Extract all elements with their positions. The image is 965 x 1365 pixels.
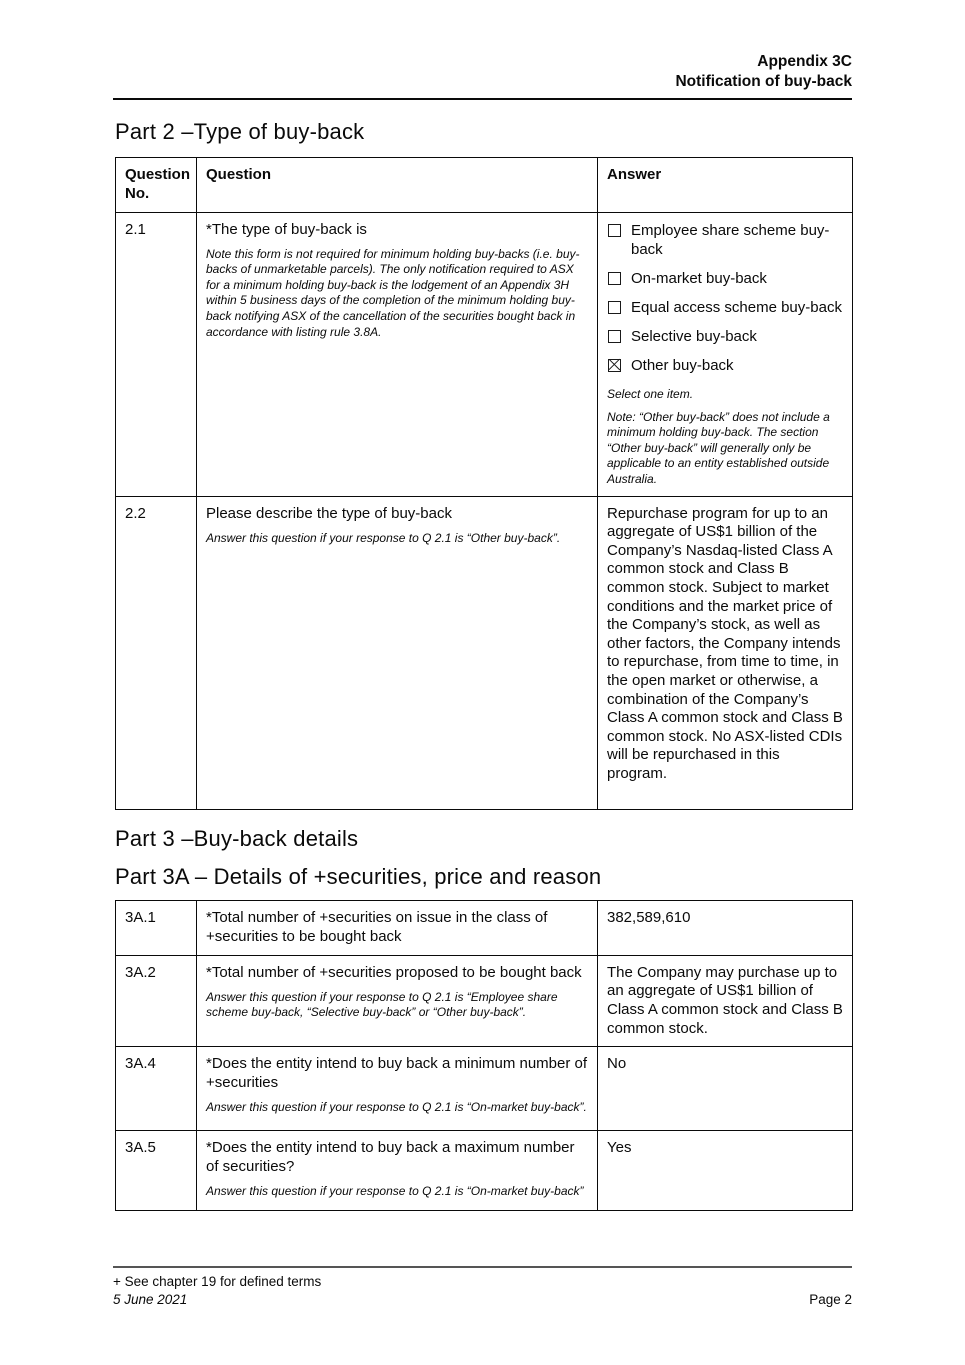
col-header-answer: Answer: [598, 158, 853, 213]
question-number-cell: 3A.1: [116, 901, 197, 956]
question-title: *Does the entity intend to buy back a maximum number of securities?: [206, 1139, 575, 1176]
page-header: [113, 52, 852, 100]
answer-text: Yes: [607, 1139, 632, 1157]
table-row-3a-5: [116, 1131, 853, 1211]
table-row-2-1: [116, 212, 853, 496]
answer-cell: [598, 955, 853, 1046]
part3-heading: Part 3 –Buy-back details: [115, 826, 359, 851]
question-note: Answer this question if your response to Q 2.1 is “On-market buy-back”.: [206, 1099, 587, 1114]
col-header-question: Question: [197, 158, 598, 213]
checkbox-label: Equal access scheme buy-back: [631, 298, 842, 316]
question-number-cell: 3A.2: [116, 955, 197, 1046]
page-footer: [113, 1266, 852, 1308]
footer-date: 5 June 2021: [113, 1291, 188, 1307]
defined-terms-note: + See chapter 19 for defined terms: [113, 1274, 322, 1289]
part2-heading: Part 2 –Type of buy-back: [115, 119, 365, 144]
option-other: [607, 356, 843, 375]
header-title-line1: Appendix 3C: [757, 53, 852, 70]
checkbox-label: On-market buy-back: [631, 269, 767, 287]
col-header-question-no: Question No.: [116, 158, 197, 213]
question-cell: [197, 955, 598, 1046]
answer-text: No: [607, 1055, 627, 1073]
part3a-heading: Part 3A – Details of +securities, price and reason: [115, 864, 602, 889]
checkbox-other[interactable]: [608, 359, 621, 372]
header-title-line2: Notification of buy-back: [675, 72, 852, 90]
question-cell: [197, 901, 598, 956]
table-header-row: [116, 158, 853, 213]
checkbox-on-market[interactable]: [608, 272, 621, 285]
option-selective: [607, 327, 843, 346]
answer-cell: [598, 901, 853, 956]
answer-text: Repurchase program for up to an aggregate of US$1 billion of the Company’s Nasdaq-listed Class A common stock and Class B common stock. Subject to market conditions and the market price of the Company’s stock, as well as other factors, the Company intends to repurchase, from time to time, in the open market or otherwise, a combination of the Company’s Class A common stock and Class B common stock. No ASX-listed CDIs will be repurchased in this program.: [607, 504, 843, 782]
table-row-2-2: [116, 496, 853, 809]
select-one-item-note: Select one item.: [607, 387, 694, 402]
question-number-cell: 2.1: [116, 212, 197, 496]
part3a-question-table: [115, 900, 853, 1211]
option-employee-share-scheme: [607, 221, 843, 259]
table-row-3a-1: [116, 901, 853, 956]
question-number-cell: 2.2: [116, 496, 197, 809]
checkbox-equal-access-scheme[interactable]: [608, 301, 621, 314]
checkbox-selective[interactable]: [608, 330, 621, 343]
question-title: *Does the entity intend to buy back a minimum number of +securities: [206, 1055, 588, 1092]
page-number: Page 2: [809, 1291, 852, 1307]
checkbox-label: Other buy-back: [631, 357, 734, 375]
question-title: Please describe the type of buy-back: [206, 504, 452, 522]
question-cell: [197, 1131, 598, 1211]
option-equal-access-scheme: [607, 298, 843, 317]
question-note: Answer this question if your response to Q 2.1 is “Employee share scheme buy-back, “Selective buy-back” or “Other buy-back”.: [206, 989, 558, 1020]
question-number-cell: 3A.4: [116, 1047, 197, 1131]
table-row-3a-4: [116, 1047, 853, 1131]
answer-text: 382,589,610: [607, 909, 691, 926]
checkbox-employee-share-scheme[interactable]: [608, 224, 621, 237]
answer-cell: [598, 496, 853, 809]
answer-cell: [598, 1047, 853, 1131]
question-note: Answer this question if your response to Q 2.1 is “On-market buy-back”: [206, 1183, 584, 1198]
question-note: Note this form is not required for minimum holding buy-backs (i.e. buy-backs of unmarketable parcels). The only notification required to ASX for a minimum holding buy-back is the lodgement of an Appendix 3H within 5 business days of the completion of the minimum holding buy-back notifying ASX of the cancellation of the securities bought back in accordance with listing rule 3.8A.: [206, 246, 580, 339]
answer-text: The Company may purchase up to an aggregate of US$1 billion of Class A common stock and Class B common stock.: [607, 963, 843, 1037]
other-buy-back-note: Note: “Other buy-back” does not include a minimum holding buy-back. The section “Other buy-back” will generally only be applicable to an entity established outside Australia.: [607, 409, 830, 487]
question-note: Answer this question if your response to Q 2.1 is “Other buy-back”.: [206, 530, 561, 545]
question-cell: [197, 212, 598, 496]
option-on-market: [607, 269, 843, 288]
question-title: *The type of buy-back is: [206, 220, 367, 238]
checkbox-label: Selective buy-back: [631, 327, 757, 345]
buy-back-type-options: [607, 221, 843, 375]
table-row-3a-2: [116, 955, 853, 1046]
question-number-cell: 3A.5: [116, 1131, 197, 1211]
checkbox-label: Employee share scheme buy-back: [631, 221, 830, 258]
question-cell: [197, 1047, 598, 1131]
part2-question-table: [115, 157, 853, 810]
answer-cell: [598, 212, 853, 496]
question-title: *Total number of +securities proposed to be bought back: [206, 963, 582, 981]
answer-cell: [598, 1131, 853, 1211]
question-cell: [197, 496, 598, 809]
question-title: *Total number of +securities on issue in the class of +securities to be bought back: [206, 909, 548, 945]
